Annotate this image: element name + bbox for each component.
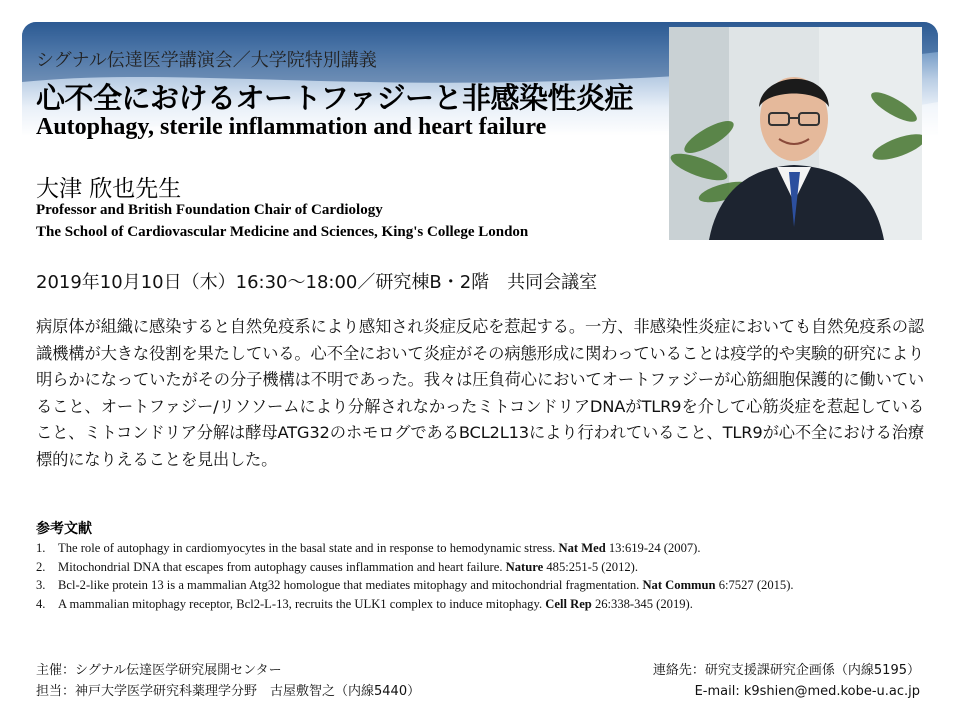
event-datetime-location: 2019年10月10日（木）16:30〜18:00／研究棟B・2階 共同会議室	[36, 272, 598, 293]
reference-item	[36, 559, 924, 576]
reference-item	[36, 596, 924, 613]
reference-journal: Nature	[505, 559, 544, 574]
reference-number: 2.	[36, 559, 46, 574]
reference-detail: 485:251-5 (2012).	[546, 559, 639, 574]
reference-journal: Nat Med	[558, 541, 606, 555]
contact-person: 担当：神戸大学医学研究科薬理学分野 古屋敷智之（内線5440）	[36, 684, 421, 699]
reference-title: Bcl-2-like protein 13 is a mammalian Atg32 homologue that mediates mitophagy and mitochondrial fragmentation.	[58, 578, 640, 592]
reference-title: The role of autophagy in cardiomyocytes in the basal state and in response to hemodynamic stress.	[58, 541, 556, 555]
reference-journal: Nat Commun	[642, 578, 716, 592]
reference-detail: 6:7527 (2015).	[718, 578, 794, 592]
lecture-series: シグナル伝達医学講演会／大学院特別講義	[36, 50, 377, 71]
reference-number: 4.	[36, 596, 46, 611]
reference-title: A mammalian mitophagy receptor, Bcl2-L-13, recruits the ULK1 complex to induce mitophagy.	[58, 596, 543, 611]
speaker-portrait-illustration	[669, 27, 922, 240]
speaker-photo	[669, 27, 922, 240]
reference-journal: Cell Rep	[545, 596, 592, 611]
references-heading: 参考文献	[36, 521, 92, 537]
host-organization: 主催：シグナル伝達医学研究展開センター	[36, 663, 282, 678]
reference-detail: 13:619-24 (2007).	[608, 541, 701, 555]
reference-number: 3.	[36, 578, 46, 592]
lecture-abstract: 病原体が組織に感染すると自然免疫系により感知され炎症反応を惹起する。一方、非感染性炎症においても自然免疫系の認識機構が大きな役割を果たしている。心不全において炎症がその病態形成に関わっていることは疫学的や実験的研究により明らかになっていたがその分子機構は不明であった。我々は圧負荷心においてオートファジーが心筋細胞保護的に働いていること、オートファジー/リソソームにより分解されなかったミトコンドリアDNAがTLR9を介して心筋炎症を惹起していること、ミトコンドリア分解は酵母ATG32のホモログであるBCL2L13により行われていること、TLR9が心不全における治療標的になりえることを見出した。	[36, 317, 924, 469]
reference-title: Mitochondrial DNA that escapes from autophagy causes inflammation and heart failure.	[58, 559, 503, 574]
speaker-institution: The School of Cardiovascular Medicine and Sciences, King's College London	[36, 224, 529, 240]
footer-contact	[653, 660, 920, 702]
contact-email[interactable]: E-mail: k9shien@med.kobe-u.ac.jp	[694, 684, 920, 699]
contact-office: 連絡先：研究支援課研究企画係（内線5195）	[652, 663, 920, 678]
speaker-position: Professor and British Foundation Chair of Cardiology	[36, 202, 383, 218]
speaker-name: 大津 欣也先生	[36, 176, 182, 202]
reference-detail: 26:338-345 (2019).	[594, 596, 693, 611]
title-english: Autophagy, sterile inflammation and heart failure	[36, 114, 547, 140]
reference-item	[36, 540, 924, 557]
reference-item	[36, 577, 924, 594]
title-japanese: 心不全におけるオートファジーと非感染性炎症	[36, 81, 634, 115]
references-list	[36, 540, 924, 614]
reference-number: 1.	[36, 541, 46, 555]
footer-organizer	[36, 660, 420, 702]
